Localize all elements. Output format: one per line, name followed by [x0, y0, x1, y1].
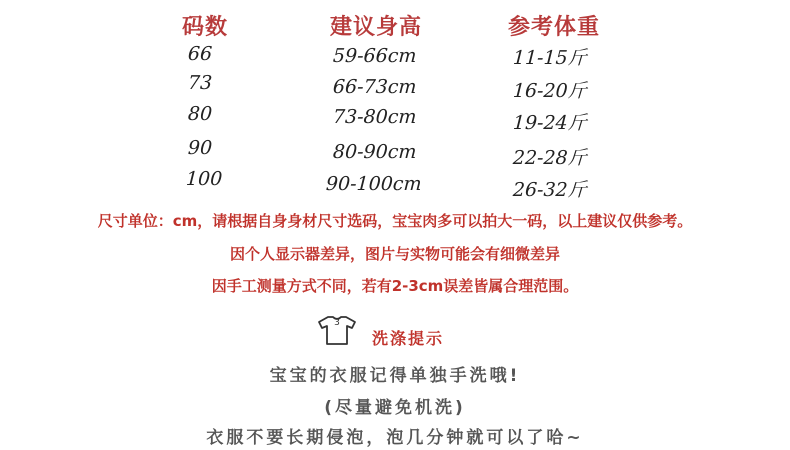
- weight-cell: 16-20斤: [512, 80, 588, 102]
- icon-mark: 3: [334, 318, 340, 328]
- size-cell: 80: [187, 103, 213, 125]
- header-height: 建议身高: [330, 15, 423, 40]
- header-weight: 参考体重: [508, 15, 601, 40]
- display-difference-note: 因个人显示器差异，图片与实物可能会有细微差异: [229, 245, 560, 263]
- weight-cell: 22-28斤: [512, 147, 588, 169]
- size-cell: 66: [187, 43, 213, 65]
- size-cell: 100: [185, 168, 223, 190]
- tshirt-water-icon: [314, 312, 360, 348]
- wash-instruction-line: 衣服不要长期侵泡，泡几分钟就可以了哈~: [206, 428, 584, 448]
- size-unit-note: 尺寸单位：cm，请根据自身身材尺寸选码，宝宝肉多可以拍大一码，以上建议仅供参考。: [97, 212, 693, 230]
- wash-instruction-line: (尽量避免机洗): [324, 398, 466, 418]
- height-cell: 90-100cm: [325, 173, 423, 195]
- washing-tips-title: 洗涤提示: [372, 329, 445, 348]
- weight-cell: 11-15斤: [512, 47, 588, 69]
- height-cell: 59-66cm: [332, 45, 418, 67]
- height-cell: 73-80cm: [332, 106, 418, 128]
- size-cell: 73: [187, 72, 213, 94]
- size-cell: 90: [187, 137, 213, 159]
- height-cell: 80-90cm: [332, 141, 418, 163]
- wash-instruction-line: 宝宝的衣服记得单独手洗哦!: [269, 366, 521, 386]
- header-size: 码数: [182, 15, 229, 40]
- height-cell: 66-73cm: [332, 76, 418, 98]
- measurement-error-note: 因手工测量方式不同，若有2-3cm误差皆属合理范围。: [211, 277, 579, 295]
- weight-cell: 26-32斤: [512, 179, 588, 201]
- weight-cell: 19-24斤: [512, 112, 588, 134]
